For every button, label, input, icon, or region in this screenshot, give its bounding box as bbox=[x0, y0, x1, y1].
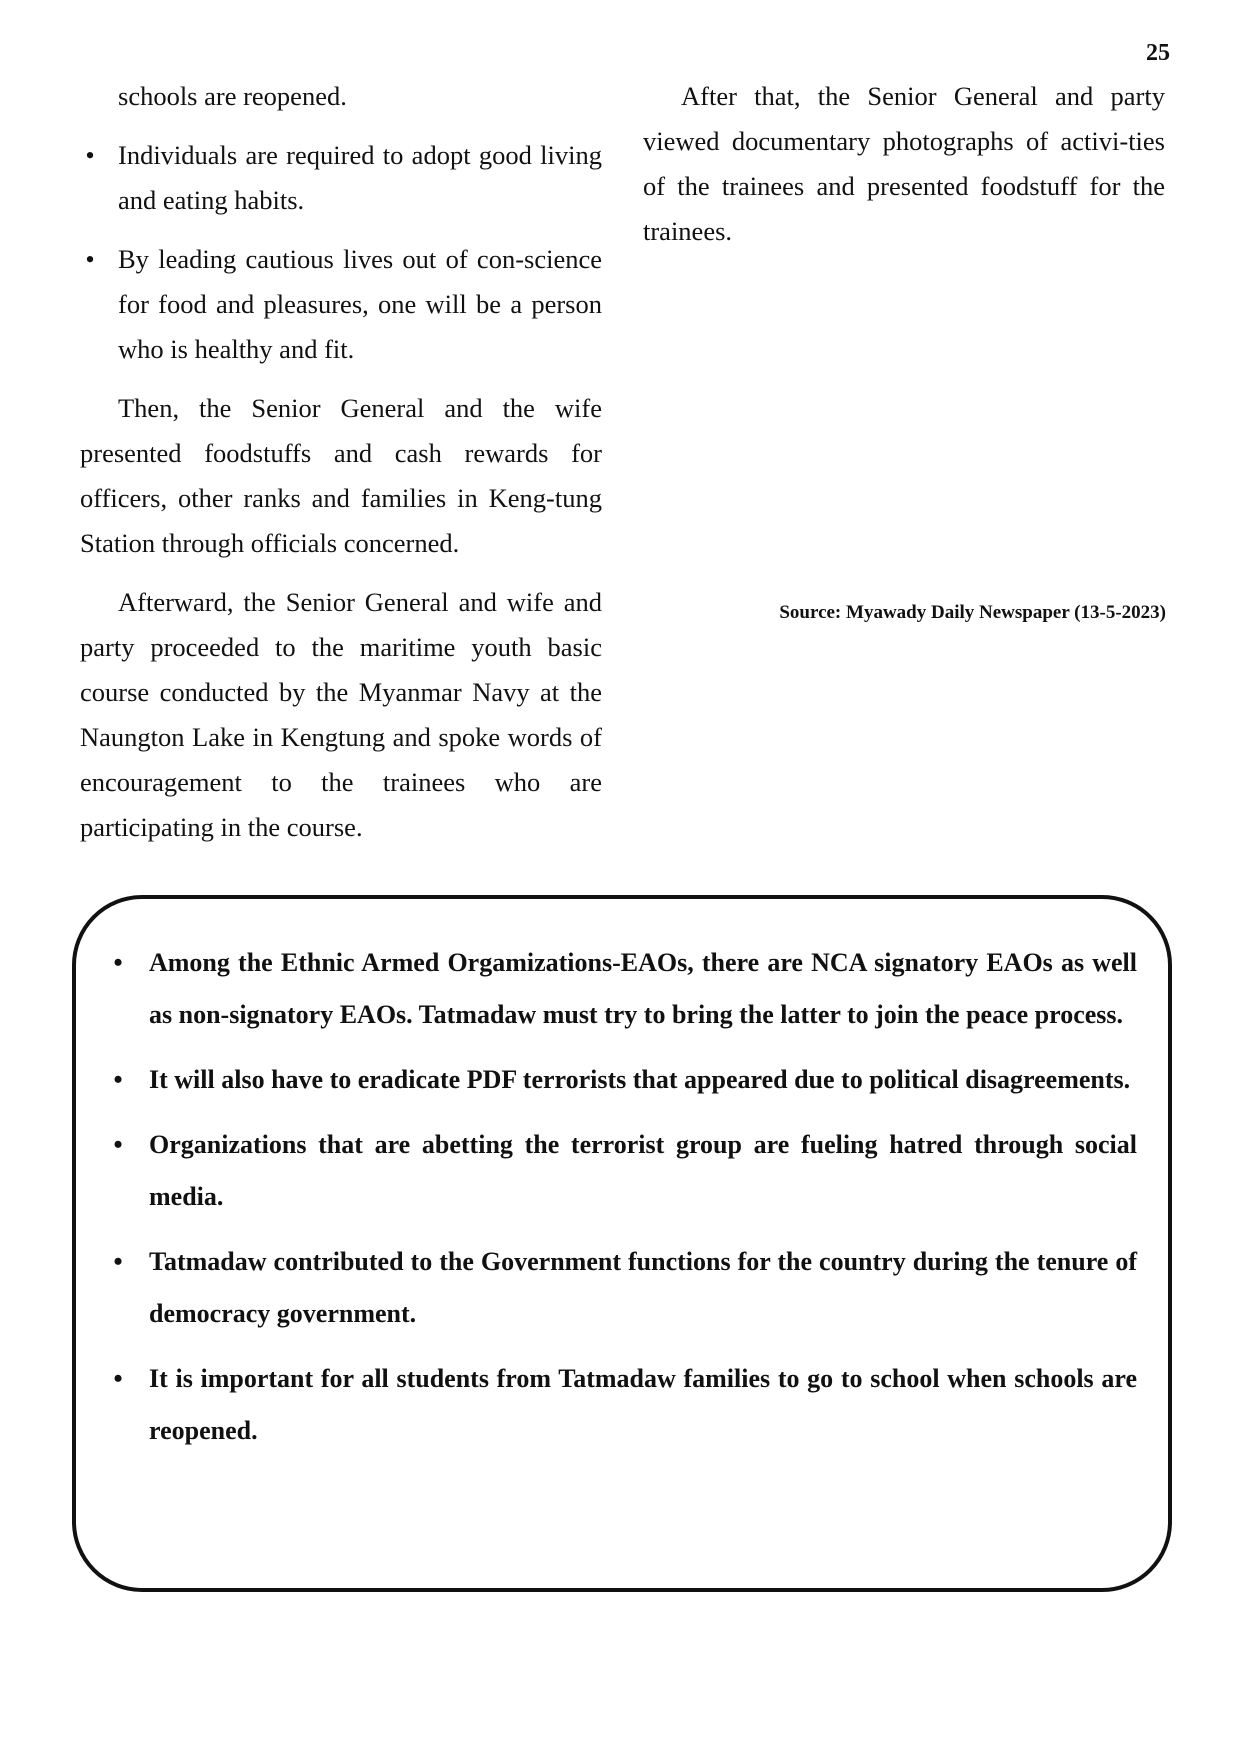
right-column bbox=[643, 74, 1165, 268]
bullet-icon: • bbox=[85, 244, 95, 274]
left-bullet-list bbox=[80, 133, 602, 372]
summary-item-text: Among the Ethnic Armed Orgamizations-EAOs, there are NCA signatory EAOs as well as non-signatory EAOs. Tatmadaw must try to bring the latter to join the peace process. bbox=[149, 948, 1137, 1029]
summary-item-text: It is important for all students from Tatmadaw families to go to school when schools are reopened. bbox=[149, 1364, 1137, 1445]
left-bullet-item bbox=[80, 237, 602, 372]
summary-item-text: Tatmadaw contributed to the Government functions for the country during the tenure of democracy government. bbox=[149, 1247, 1137, 1328]
summary-item bbox=[108, 937, 1137, 1041]
summary-item-text: Organizations that are abetting the terrorist group are fueling hatred through social media. bbox=[149, 1130, 1137, 1211]
left-bullet-text: By leading cautious lives out of con-science for food and pleasures, one will be a person who is healthy and fit. bbox=[118, 244, 602, 364]
bullet-icon: • bbox=[85, 140, 95, 170]
bullet-icon: • bbox=[113, 948, 123, 977]
source-citation: Source: Myawady Daily Newspaper (13-5-2023) bbox=[779, 602, 1166, 623]
summary-item bbox=[108, 1353, 1137, 1457]
body-paragraph: Afterward, the Senior General and wife and party proceeded to the maritime youth basic course conducted by the Myanmar Navy at the Naungton Lake in Kengtung and spoke words of encouragement to the trainees who are participating in the course. bbox=[80, 587, 602, 842]
bullet-icon: • bbox=[113, 1364, 123, 1393]
summary-box bbox=[72, 895, 1172, 1592]
continued-paragraph: schools are reopened. bbox=[118, 81, 347, 111]
bullet-icon: • bbox=[113, 1065, 123, 1094]
body-paragraph: Then, the Senior General and the wife presented foodstuffs and cash rewards for officers, other ranks and families in Keng-tung Station through officials concerned. bbox=[80, 393, 602, 558]
left-column bbox=[80, 74, 602, 864]
left-bullet-text: Individuals are required to adopt good living and eating habits. bbox=[118, 140, 602, 215]
page-number: 25 bbox=[1146, 40, 1170, 66]
summary-item bbox=[108, 1236, 1137, 1340]
left-bullet-item bbox=[80, 133, 602, 223]
summary-item bbox=[108, 1054, 1137, 1106]
summary-item-text: It will also have to eradicate PDF terrorists that appeared due to political disagreements. bbox=[149, 1065, 1131, 1094]
summary-bullet-list bbox=[108, 937, 1137, 1470]
bullet-icon: • bbox=[113, 1130, 123, 1159]
bullet-icon: • bbox=[113, 1247, 123, 1276]
summary-item bbox=[108, 1119, 1137, 1223]
body-paragraph: After that, the Senior General and party viewed documentary photographs of activi-ties of the trainees and presented foodstuff for the trainees. bbox=[643, 81, 1165, 246]
